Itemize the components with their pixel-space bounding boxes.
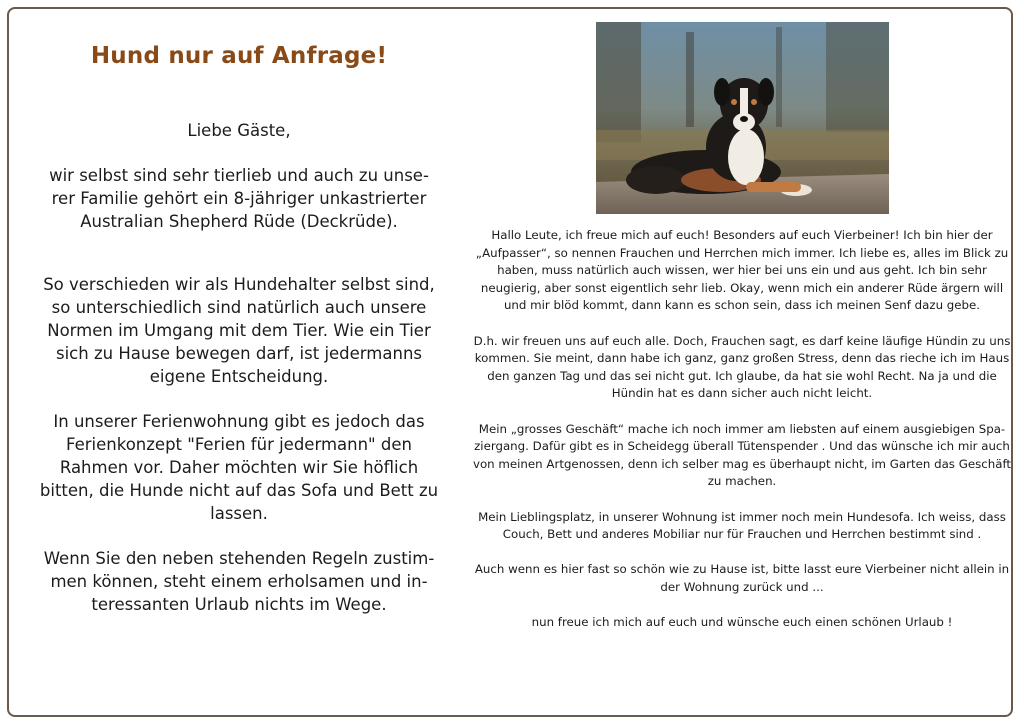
dog-photo-image [596, 22, 889, 214]
left-paragraph-2: So verschieden wir als Hundehalter selbst sind, so unterschiedlich sind natürlich auch unsere Normen im Umgang mit dem Tier. Wie ein Tier sich zu Hause bewegen darf, ist jedermanns eigene Entscheidung. [43, 275, 435, 386]
right-paragraph-6: nun freue ich mich auf euch und wünsche euch einen schönen Urlaub ! [531, 615, 953, 630]
left-column [39, 9, 439, 616]
dog-letter [471, 227, 1013, 649]
left-paragraph-1: wir selbst sind sehr tierlieb und auch zu unse-rer Familie gehört ein 8-jähriger unkastrierter Australian Shepherd Rüde (Deckrüde). [49, 166, 429, 231]
greeting: Liebe Gäste, [187, 121, 291, 140]
right-paragraph-5: Auch wenn es hier fast so schön wie zu Hause ist, bitte lasst eure Vierbeiner nicht allein in der Wohnung zurück und ... [474, 562, 1010, 594]
right-paragraph-4: Mein Lieblingsplatz, in unserer Wohnung ist immer noch mein Hundesofa. Ich weiss, dass Couch, Bett und anderes Mobiliar nur für Frauchen und Herrchen bestimmt sind . [478, 509, 1006, 542]
right-paragraph-2: D.h. wir freuen uns auf euch alle. Doch, Frauchen sagt, es darf keine läufige Hündin zu uns kommen. Sie meint, dann habe ich ganz, ganz großen Stress, denn das rieche ich im Haus den ganzen Tag und das sei nicht gut. Ich glaube, da hat sie wohl Recht. Na ja und die Hündin hat es dann sicher auch nicht leicht. [473, 333, 1011, 401]
left-paragraph-4: Wenn Sie den neben stehenden Regeln zustim-men können, steht einem erholsamen und in-teressanten Urlaub nichts im Wege. [43, 549, 435, 614]
page-frame [7, 7, 1013, 717]
right-paragraph-3: Mein „grosses Geschäft“ mache ich noch immer am liebsten auf einem ausgiebigen Spa-ziergang. Dafür gibt es in Scheidegg überall Tütenspender . Und das wünsche ich mir auch von meinen Artgenossen, denn ich selber mag es überhaupt nicht, im Garten das Geschäft zu machen. [472, 421, 1012, 489]
left-paragraph-3: In unserer Ferienwohnung gibt es jedoch das Ferienkonzept "Ferien für jedermann" den Rahmen vor. Daher möchten wir Sie höflich bitten, die Hunde nicht auf das Sofa und Bett zu lassen. [39, 412, 439, 523]
right-paragraph-1: Hallo Leute, ich freue mich auf euch! Besonders auf euch Vierbeiner! Ich bin hier der „Aufpasser“, so nennen Frauchen und Herrchen mich immer. Ich liebe es, alles im Blick zu haben, muss natürlich auch wissen, wer hier bei uns ein und aus geht. Ich bin sehr neugierig, aber sonst eigentlich sehr lieb. Okay, wenn mich ein anderer Rüde ärgern will und mir blöd kommt, dann kann es schon sein, dass ich meinen Senf dazu gebe. [475, 228, 1009, 313]
dog-photo [596, 22, 889, 214]
page-title: Hund nur auf Anfrage! [90, 43, 388, 69]
